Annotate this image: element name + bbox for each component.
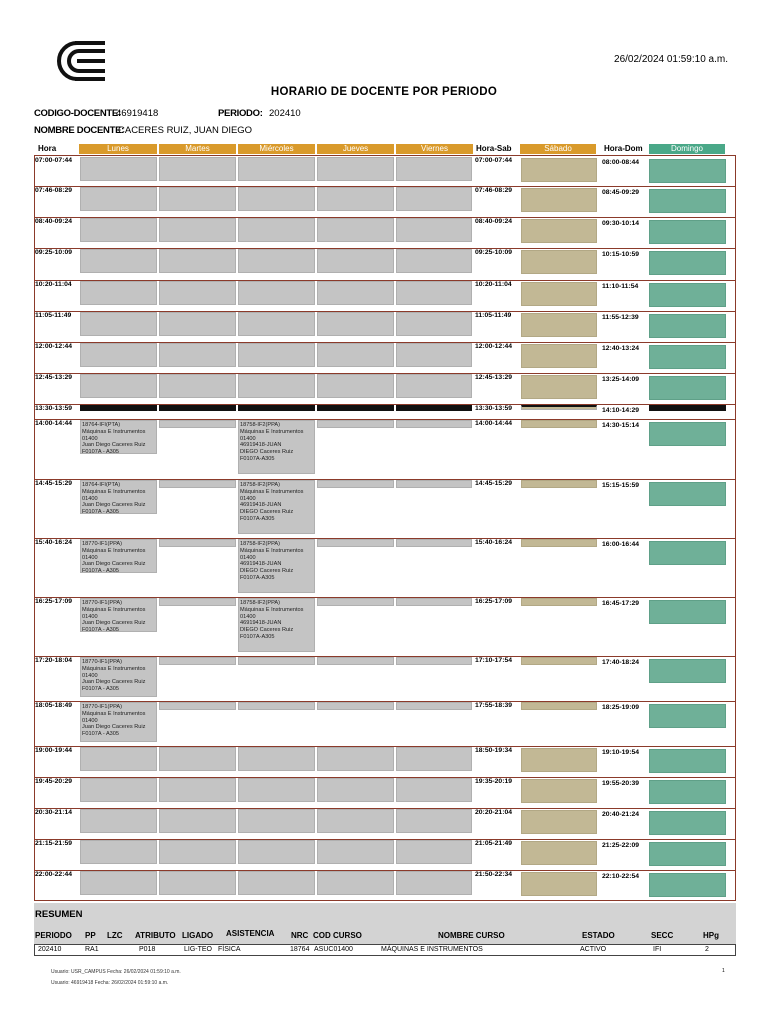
schedule-cell-miercoles[interactable]: [238, 480, 315, 534]
res-header-nrc: NRC: [291, 931, 309, 940]
time-label: 19:45-20:29: [35, 778, 73, 785]
schedule-cell-miercoles[interactable]: [238, 809, 315, 833]
time-label-sab: 17:10-17:54: [475, 657, 513, 664]
schedule-cell-lunes[interactable]: [80, 747, 157, 771]
schedule-cell-martes[interactable]: [159, 598, 236, 606]
class-entry: 18758-IF2(PPA) Máquinas E Instrumentos 01400 46919418-JUAN DIEGO Caceres Ruiz F0107A-A305: [240, 482, 304, 522]
nombre-label: NOMBRE DOCENTE:: [34, 125, 124, 136]
schedule-cell-viernes[interactable]: [396, 480, 472, 488]
schedule-cell-jueves[interactable]: [317, 539, 394, 547]
col-martes: Martes: [159, 144, 236, 154]
schedule-cell-viernes[interactable]: [396, 218, 472, 242]
time-label-dom: 20:40-21:24: [602, 811, 640, 818]
time-label-sab: 21:05-21:49: [475, 840, 513, 847]
schedule-cell-martes[interactable]: [159, 702, 236, 710]
schedule-cell-sabado[interactable]: [521, 598, 597, 606]
time-label: 22:00-22:44: [35, 871, 73, 878]
time-label-sab: 08:40-09:24: [475, 218, 513, 225]
schedule-cell-lunes[interactable]: [80, 374, 157, 398]
res-periodo: 202410: [38, 946, 62, 953]
schedule-cell-sabado[interactable]: [521, 779, 597, 803]
time-label-dom: 09:30-10:14: [602, 220, 640, 227]
schedule-cell-jueves[interactable]: [317, 809, 394, 833]
schedule-cell-martes[interactable]: [159, 312, 236, 336]
class-entry: 18764-IFI(PTA) Máquinas E Instrumentos 01400 Juan Diego Caceres Ruiz F0107A - A305: [82, 422, 146, 456]
schedule-cell-sabado[interactable]: [521, 250, 597, 274]
class-entry: 18770-IF1(PPA) Máquinas E Instrumentos 01400 Juan Diego Caceres Ruiz F0107A - A305: [82, 704, 146, 738]
res-nrc: 18764: [290, 946, 310, 953]
schedule-cell-lunes[interactable]: [80, 809, 157, 833]
time-label: 08:40-09:24: [35, 218, 73, 225]
schedule-cell-martes[interactable]: [159, 778, 236, 802]
time-label-sab: 09:25-10:09: [475, 249, 513, 256]
schedule-cell-martes[interactable]: [159, 809, 236, 833]
res-header-ligado: LIGADO: [182, 931, 214, 940]
time-label-dom: 19:10-19:54: [602, 749, 640, 756]
schedule-cell-sabado[interactable]: [521, 375, 597, 399]
schedule-cell-miercoles[interactable]: [238, 778, 315, 802]
time-label: 20:30-21:14: [35, 809, 73, 816]
res-header-cod-curso: COD CURSO: [313, 931, 362, 940]
time-label: 07:46-08:29: [35, 187, 73, 194]
schedule-cell-lunes[interactable]: [80, 405, 157, 411]
schedule-cell-jueves[interactable]: [317, 343, 394, 367]
res-nombre-curso: MÁQUINAS E INSTRUMENTOS: [381, 946, 483, 953]
schedule-cell-miercoles[interactable]: [238, 702, 315, 710]
schedule-cell-viernes[interactable]: [396, 374, 472, 398]
schedule-cell-domingo[interactable]: [649, 749, 726, 773]
time-label-dom: 22:10-22:54: [602, 873, 640, 880]
schedule-cell-jueves[interactable]: [317, 747, 394, 771]
codigo-value: 46919418: [116, 108, 159, 119]
time-label-dom: 11:10-11:54: [602, 283, 639, 290]
schedule-cell-miercoles[interactable]: [238, 157, 315, 181]
schedule-cell-jueves[interactable]: [317, 187, 394, 211]
res-header-estado: ESTADO: [582, 931, 615, 940]
res-pp: RA1: [85, 946, 99, 953]
schedule-cell-viernes[interactable]: [396, 539, 472, 547]
schedule-cell-viernes[interactable]: [396, 157, 472, 181]
schedule-cell-miercoles[interactable]: [238, 249, 315, 273]
schedule-cell-domingo[interactable]: [649, 283, 726, 307]
class-entry: 18770-IF1(PPA) Máquinas E Instrumentos 01400 Juan Diego Caceres Ruiz F0107A - A305: [82, 659, 146, 693]
schedule-cell-martes[interactable]: [159, 157, 236, 181]
time-label-sab: 18:50-19:34: [475, 747, 513, 754]
schedule-cell-sabado[interactable]: [521, 657, 597, 665]
schedule-cell-viernes[interactable]: [396, 657, 472, 665]
print-timestamp: 26/02/2024 01:59:10 a.m.: [614, 54, 728, 65]
time-label-dom: 16:45-17:29: [602, 600, 640, 607]
schedule-cell-domingo[interactable]: [649, 600, 726, 624]
time-label-dom: 14:30-15:14: [602, 422, 640, 429]
schedule-cell-viernes[interactable]: [396, 405, 472, 411]
schedule-cell-sabado[interactable]: [521, 841, 597, 865]
col-hora: Hora: [38, 144, 57, 153]
time-label: 15:40-16:24: [35, 539, 73, 546]
schedule-cell-martes[interactable]: [159, 747, 236, 771]
res-header-hpg: HPg: [703, 931, 719, 940]
schedule-cell-miercoles[interactable]: [238, 747, 315, 771]
schedule-cell-domingo[interactable]: [649, 405, 726, 411]
page-title: HORARIO DE DOCENTE POR PERIODO: [270, 86, 498, 98]
res-header-nombre-curso: NOMBRE CURSO: [438, 931, 505, 940]
schedule-cell-miercoles[interactable]: [238, 598, 315, 652]
schedule-cell-sabado[interactable]: [521, 313, 597, 337]
time-label-sab: 21:50-22:34: [475, 871, 513, 878]
schedule-cell-sabado[interactable]: [521, 405, 597, 410]
res-header-periodo: PERIODO: [35, 931, 72, 940]
schedule-cell-martes[interactable]: [159, 281, 236, 305]
col-jueves: Jueves: [317, 144, 394, 154]
res-header-asistencia: ASISTENCIA: [226, 929, 275, 938]
time-label-sab: 17:55-18:39: [475, 702, 513, 709]
time-label-sab: 19:35-20:19: [475, 778, 513, 785]
schedule-cell-miercoles[interactable]: [238, 218, 315, 242]
schedule-cell-viernes[interactable]: [396, 809, 472, 833]
schedule-cell-jueves[interactable]: [317, 480, 394, 488]
time-label-dom: 21:25-22:09: [602, 842, 640, 849]
schedule-cell-miercoles[interactable]: [238, 871, 315, 895]
periodo-value: 202410: [269, 108, 301, 119]
schedule-cell-martes[interactable]: [159, 187, 236, 211]
schedule-cell-jueves[interactable]: [317, 657, 394, 665]
schedule-cell-viernes[interactable]: [396, 420, 472, 428]
schedule-cell-lunes[interactable]: [80, 343, 157, 367]
col-viernes: Viernes: [396, 144, 473, 154]
schedule-cell-jueves[interactable]: [317, 218, 394, 242]
footer-user-2: Usuario: 46919418 Fecha: 26/02/2024 01:59:10 a.m.: [51, 980, 169, 986]
time-label: 12:45-13:29: [35, 374, 73, 381]
res-header-secc: SECC: [651, 931, 674, 940]
schedule-cell-miercoles[interactable]: [238, 840, 315, 864]
res-hpg: 2: [705, 946, 709, 953]
resumen-label: RESUMEN: [35, 909, 83, 920]
schedule-cell-miercoles[interactable]: [238, 374, 315, 398]
schedule-cell-lunes[interactable]: [80, 778, 157, 802]
res-header-pp: PP: [85, 931, 96, 940]
schedule-cell-sabado[interactable]: [521, 282, 597, 306]
time-label-dom: 17:40-18:24: [602, 659, 640, 666]
schedule-cell-viernes[interactable]: [396, 871, 472, 895]
codigo-label: CODIGO-DOCENTE:: [34, 108, 121, 119]
schedule-cell-domingo[interactable]: [649, 189, 726, 213]
time-label: 18:05-18:49: [35, 702, 73, 709]
schedule-cell-jueves[interactable]: [317, 871, 394, 895]
schedule-cell-domingo[interactable]: [649, 482, 726, 506]
time-label-sab: 07:46-08:29: [475, 187, 513, 194]
schedule-cell-miercoles[interactable]: [238, 657, 315, 665]
schedule-cell-domingo[interactable]: [649, 345, 726, 369]
schedule-cell-domingo[interactable]: [649, 251, 726, 275]
time-label-sab: 13:30-13:59: [475, 405, 513, 412]
res-secc: IFI: [653, 946, 662, 953]
time-label: 09:25-10:09: [35, 249, 73, 256]
schedule-cell-sabado[interactable]: [521, 158, 597, 182]
time-label-dom: 14:10-14:29: [602, 407, 640, 414]
time-label-sab: 16:25-17:09: [475, 598, 513, 605]
schedule-cell-domingo[interactable]: [649, 842, 726, 866]
schedule-cell-martes[interactable]: [159, 871, 236, 895]
institution-logo: [53, 41, 109, 81]
schedule-cell-sabado[interactable]: [521, 480, 597, 488]
schedule-cell-domingo[interactable]: [649, 873, 726, 897]
class-entry: 18770-IF1(PPA) Máquinas E Instrumentos 01400 Juan Diego Caceres Ruiz F0107A - A305: [82, 600, 146, 634]
schedule-cell-domingo[interactable]: [649, 541, 726, 565]
schedule-cell-jueves[interactable]: [317, 157, 394, 181]
schedule-cell-sabado[interactable]: [521, 420, 597, 428]
schedule-cell-sabado[interactable]: [521, 539, 597, 547]
schedule-cell-martes[interactable]: [159, 249, 236, 273]
res-ligado: LIG-TEO: [184, 946, 213, 953]
schedule-cell-lunes[interactable]: [80, 871, 157, 895]
time-label-sab: 11:05-11:49: [475, 312, 512, 319]
schedule-cell-lunes[interactable]: [80, 657, 157, 697]
schedule-cell-domingo[interactable]: [649, 376, 726, 400]
time-label-dom: 13:25-14:09: [602, 376, 640, 383]
col-sabado: Sábado: [520, 144, 596, 154]
schedule-cell-sabado[interactable]: [521, 219, 597, 243]
schedule-cell-jueves[interactable]: [317, 702, 394, 710]
time-label-sab: 15:40-16:24: [475, 539, 513, 546]
schedule-cell-lunes[interactable]: [80, 249, 157, 273]
schedule-cell-lunes[interactable]: [80, 157, 157, 181]
schedule-cell-jueves[interactable]: [317, 312, 394, 336]
schedule-cell-miercoles[interactable]: [238, 187, 315, 211]
time-label-sab: 14:00-14:44: [475, 420, 513, 427]
schedule-cell-lunes[interactable]: [80, 598, 157, 632]
time-label-sab: 14:45-15:29: [475, 480, 513, 487]
schedule-cell-viernes[interactable]: [396, 747, 472, 771]
schedule-cell-viernes[interactable]: [396, 249, 472, 273]
schedule-cell-domingo[interactable]: [649, 659, 726, 683]
schedule-cell-viernes[interactable]: [396, 281, 472, 305]
class-entry: 18758-IF2(PPA) Máquinas E Instrumentos 01400 46919418-JUAN DIEGO Caceres Ruiz F0107A-A305: [240, 422, 304, 462]
schedule-cell-jueves[interactable]: [317, 374, 394, 398]
schedule-cell-jueves[interactable]: [317, 405, 394, 411]
col-hora-sab: Hora-Sab: [476, 144, 512, 153]
time-label-sab: 12:00-12:44: [475, 343, 513, 350]
res-atributo: P018: [139, 946, 156, 953]
schedule-cell-jueves[interactable]: [317, 598, 394, 606]
schedule-cell-domingo[interactable]: [649, 704, 726, 728]
class-entry: 18758-IF2(PPA) Máquinas E Instrumentos 01400 46919418-JUAN DIEGO Caceres Ruiz F0107A-A305: [240, 600, 304, 640]
time-label: 19:00-19:44: [35, 747, 73, 754]
schedule-cell-domingo[interactable]: [649, 220, 726, 244]
schedule-cell-sabado[interactable]: [521, 344, 597, 368]
schedule-cell-domingo[interactable]: [649, 159, 726, 183]
schedule-cell-domingo[interactable]: [649, 422, 726, 446]
schedule-cell-jueves[interactable]: [317, 249, 394, 273]
time-label-sab: 10:20-11:04: [475, 281, 512, 288]
time-label: 12:00-12:44: [35, 343, 73, 350]
schedule-cell-martes[interactable]: [159, 480, 236, 488]
schedule-cell-martes[interactable]: [159, 539, 236, 547]
schedule-cell-miercoles[interactable]: [238, 312, 315, 336]
schedule-cell-viernes[interactable]: [396, 343, 472, 367]
schedule-cell-lunes[interactable]: [80, 539, 157, 573]
schedule-cell-martes[interactable]: [159, 218, 236, 242]
footer-user-1: Usuario: USR_CAMPUS Fecha: 26/02/2024 01:59:10 a.m.: [51, 969, 181, 975]
time-label: 16:25-17:09: [35, 598, 73, 605]
schedule-cell-sabado[interactable]: [521, 748, 597, 772]
time-label-dom: 12:40-13:24: [602, 345, 640, 352]
col-hora-dom: Hora-Dom: [604, 144, 643, 153]
time-label-dom: 15:15-15:59: [602, 482, 640, 489]
schedule-cell-lunes[interactable]: [80, 281, 157, 305]
time-label-dom: 11:55-12:39: [602, 314, 639, 321]
schedule-cell-domingo[interactable]: [649, 811, 726, 835]
schedule-cell-jueves[interactable]: [317, 420, 394, 428]
schedule-cell-viernes[interactable]: [396, 778, 472, 802]
time-label-dom: 18:25-19:09: [602, 704, 640, 711]
time-label: 21:15-21:59: [35, 840, 73, 847]
schedule-cell-sabado[interactable]: [521, 810, 597, 834]
schedule-cell-viernes[interactable]: [396, 312, 472, 336]
time-label-sab: 20:20-21:04: [475, 809, 513, 816]
time-label: 14:00-14:44: [35, 420, 73, 427]
schedule-cell-domingo[interactable]: [649, 780, 726, 804]
schedule-cell-sabado[interactable]: [521, 188, 597, 212]
col-lunes: Lunes: [79, 144, 157, 154]
time-label: 14:45-15:29: [35, 480, 73, 487]
schedule-cell-domingo[interactable]: [649, 314, 726, 338]
time-label-dom: 08:45-09:29: [602, 189, 640, 196]
schedule-cell-martes[interactable]: [159, 405, 236, 411]
time-label: 17:20-18:04: [35, 657, 73, 664]
schedule-cell-jueves[interactable]: [317, 778, 394, 802]
schedule-cell-lunes[interactable]: [80, 480, 157, 514]
schedule-cell-miercoles[interactable]: [238, 405, 315, 411]
time-label-sab: 07:00-07:44: [475, 157, 513, 164]
time-label-dom: 08:00-08:44: [602, 159, 640, 166]
page-number: 1: [722, 968, 725, 974]
schedule-cell-viernes[interactable]: [396, 840, 472, 864]
col-miercoles: Miércoles: [238, 144, 315, 154]
schedule-cell-viernes[interactable]: [396, 187, 472, 211]
schedule-cell-sabado[interactable]: [521, 872, 597, 896]
res-header-lzc: LZC: [107, 931, 123, 940]
res-header-atributo: ATRIBUTO: [135, 931, 176, 940]
time-label: 10:20-11:04: [35, 281, 72, 288]
periodo-label: PERIODO:: [218, 108, 263, 119]
schedule-cell-jueves[interactable]: [317, 840, 394, 864]
time-label-dom: 16:00-16:44: [602, 541, 640, 548]
schedule-cell-lunes[interactable]: [80, 420, 157, 454]
schedule-cell-viernes[interactable]: [396, 598, 472, 606]
class-entry: 18764-IFI(PTA) Máquinas E Instrumentos 01400 Juan Diego Caceres Ruiz F0107A - A305: [82, 482, 146, 516]
time-label: 07:00-07:44: [35, 157, 73, 164]
schedule-cell-miercoles[interactable]: [238, 539, 315, 593]
schedule-cell-martes[interactable]: [159, 657, 236, 665]
schedule-cell-lunes[interactable]: [80, 840, 157, 864]
schedule-cell-martes[interactable]: [159, 343, 236, 367]
nombre-value: CACERES RUIZ, JUAN DIEGO: [118, 125, 253, 136]
schedule-cell-lunes[interactable]: [80, 702, 157, 742]
time-label-dom: 10:15-10:59: [602, 251, 640, 258]
time-label-sab: 12:45-13:29: [475, 374, 513, 381]
schedule-cell-viernes[interactable]: [396, 702, 472, 710]
res-cod-curso: ASUC01400: [314, 946, 353, 953]
schedule-cell-martes[interactable]: [159, 840, 236, 864]
time-label: 13:30-13:59: [35, 405, 73, 412]
schedule-cell-miercoles[interactable]: [238, 420, 315, 474]
schedule-cell-lunes[interactable]: [80, 312, 157, 336]
time-label: 11:05-11:49: [35, 312, 72, 319]
schedule-cell-jueves[interactable]: [317, 281, 394, 305]
schedule-cell-martes[interactable]: [159, 374, 236, 398]
class-entry: 18770-IF1(PPA) Máquinas E Instrumentos 01400 Juan Diego Caceres Ruiz F0107A - A305: [82, 541, 146, 575]
class-entry: 18758-IF2(PPA) Máquinas E Instrumentos 01400 46919418-JUAN DIEGO Caceres Ruiz F0107A-A305: [240, 541, 304, 581]
time-label-dom: 19:55-20:39: [602, 780, 640, 787]
schedule-cell-sabado[interactable]: [521, 702, 597, 710]
schedule-cell-miercoles[interactable]: [238, 281, 315, 305]
schedule-cell-miercoles[interactable]: [238, 343, 315, 367]
schedule-cell-lunes[interactable]: [80, 218, 157, 242]
schedule-cell-martes[interactable]: [159, 420, 236, 428]
res-estado: ACTIVO: [580, 946, 607, 953]
res-asistencia: FÍSICA: [218, 946, 241, 953]
col-domingo: Domingo: [649, 144, 725, 154]
schedule-cell-lunes[interactable]: [80, 187, 157, 211]
